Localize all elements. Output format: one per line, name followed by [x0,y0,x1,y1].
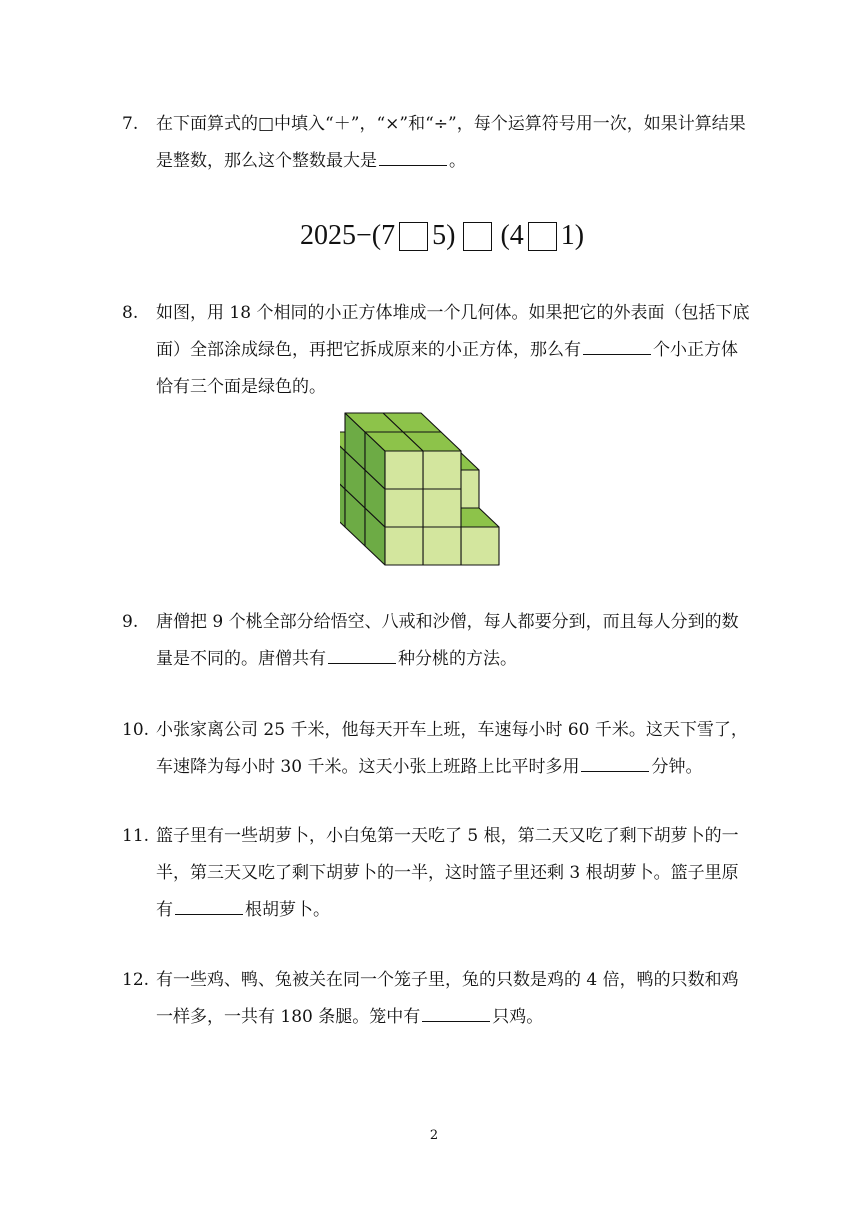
operator-box[interactable] [399,222,428,251]
cube-front-face [423,527,461,565]
answer-blank[interactable] [581,753,649,772]
question-number: 7. [122,114,139,134]
question-number: 9. [122,612,139,632]
answer-blank[interactable] [422,1003,490,1022]
question-12 [122,962,752,1036]
cube-front-face [423,489,461,527]
question-text-end: 个小正方体恰有三个面是绿色的。 [156,340,738,397]
cube-front-face [423,451,461,489]
cube-group [340,413,499,565]
answer-blank[interactable] [379,147,447,166]
cube-front-face [385,451,423,489]
expr-part: 2025−(7 [300,220,396,251]
question-11 [122,818,752,929]
expr-part: 5) [432,220,456,251]
page-number: 2 [429,1128,439,1143]
operator-box[interactable] [463,222,492,251]
cube-front-face [385,527,423,565]
question-text-end: 。 [449,151,466,171]
expr-part: 1) [560,220,585,251]
question-8 [122,295,752,406]
question-text: 篮子里有一些胡萝卜，小白兔第一天吃了 5 根，第二天又吃了剩下胡萝卜的一半，第三天又吃了剩下胡萝卜的一半，这时篮子里还剩 3 根胡萝卜。篮子里原有 [156,826,739,920]
question-number: 11. [122,826,150,846]
math-expression [300,214,584,258]
question-text-end: 种分桃的方法。 [398,649,517,669]
question-text: 小张家离公司 25 千米，他每天开车上班，车速每小时 60 千米。这天下雪了，车速降为每小时 30 千米。这天小张上班路上比平时多用 [156,720,748,777]
question-text: 唐僧把 9 个桃全部分给悟空、八戒和沙僧，每人都要分到，而且每人分到的数量是不同的。唐僧共有 [156,612,739,669]
question-text: 如图，用 18 个相同的小正方体堆成一个几何体。如果把它的外表面（包括下底面）全部涂成绿色，再把它拆成原来的小正方体，那么有 [156,303,750,360]
cube-stack-figure [340,400,530,575]
question-text: 有一些鸡、鸭、兔被关在同一个笼子里，兔的只数是鸡的 4 倍，鸭的只数和鸡一样多，一共有 180 条腿。笼中有 [156,970,739,1027]
operator-box[interactable] [528,222,557,251]
question-number: 8. [122,303,139,323]
question-text: 在下面算式的□中填入“＋”，“×”和“÷”，每个运算符号用一次，如果计算结果是整数，那么这个整数最大是 [156,114,746,171]
question-10 [122,712,752,786]
answer-blank[interactable] [328,645,396,664]
answer-blank[interactable] [175,896,243,915]
answer-blank[interactable] [583,336,651,355]
question-text-end: 分钟。 [651,757,703,777]
question-9 [122,604,752,678]
cube-front-face [461,527,499,565]
expr-part: (4 [500,220,524,251]
question-text-end: 根胡萝卜。 [245,900,330,920]
question-text-end: 只鸡。 [492,1007,544,1027]
question-number: 12. [122,970,150,990]
cube-front-face [385,489,423,527]
question-number: 10. [122,720,150,740]
question-7 [122,106,752,180]
